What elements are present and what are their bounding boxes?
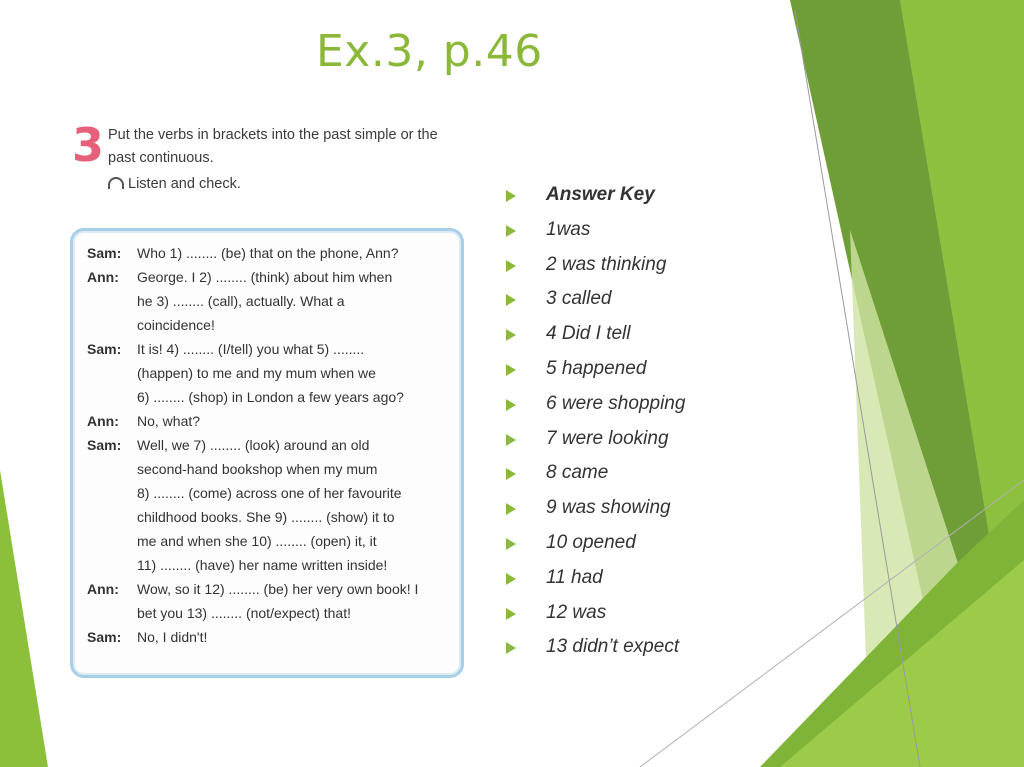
answer-text: 6 were shopping bbox=[546, 392, 686, 414]
speaker: Sam: bbox=[87, 341, 122, 357]
dialogue-text: he 3) ........ (call), actually. What a bbox=[137, 293, 345, 309]
answer-text: 8 came bbox=[546, 462, 609, 484]
dialogue-text: No, what? bbox=[137, 413, 201, 429]
answer-item bbox=[506, 424, 685, 459]
answer-text: 13 didn’t expect bbox=[546, 636, 680, 658]
answer-text: 11 had bbox=[546, 566, 603, 588]
dialogue-text: me and when she 10) ........ (open) it, it bbox=[137, 533, 377, 549]
dialogue-text: Well, we 7) ........ (look) around an old bbox=[137, 437, 370, 453]
speaker: Ann: bbox=[87, 269, 119, 285]
dialogue-text: 8) ........ (come) across one of her favourite bbox=[137, 485, 402, 501]
triangle-bullet-icon bbox=[506, 260, 516, 272]
answer-text: 9 was showing bbox=[546, 497, 671, 519]
triangle-bullet-icon bbox=[506, 399, 516, 411]
answer-text: 2 was thinking bbox=[546, 253, 667, 275]
answer-item bbox=[506, 284, 685, 319]
dialogue-text: 11) ........ (have) her name written inside! bbox=[137, 557, 388, 573]
speaker: Ann: bbox=[87, 581, 119, 597]
answer-key-header bbox=[506, 180, 685, 215]
dialogue-text: Wow, so it 12) ........ (be) her very own book! I bbox=[137, 581, 419, 597]
answer-key-list bbox=[506, 180, 685, 667]
answer-item bbox=[506, 598, 685, 633]
answer-text: 5 happened bbox=[546, 357, 647, 379]
triangle-bullet-icon bbox=[506, 573, 516, 585]
answer-item bbox=[506, 458, 685, 493]
triangle-bullet-icon bbox=[506, 225, 516, 237]
triangle-bullet-icon bbox=[506, 642, 516, 654]
slide-title: Ex.3, p.46 bbox=[316, 26, 543, 77]
triangle-bullet-icon bbox=[506, 503, 516, 515]
answer-text: 1was bbox=[546, 218, 591, 240]
triangle-bullet-icon bbox=[506, 608, 516, 620]
answer-item bbox=[506, 250, 685, 285]
dialogue-text: Who 1) ........ (be) that on the phone, Ann? bbox=[137, 245, 399, 261]
triangle-bullet-icon bbox=[506, 329, 516, 341]
answer-key-title: Answer Key bbox=[546, 184, 655, 205]
triangle-bullet-icon bbox=[506, 538, 516, 550]
answer-text: 4 Did I tell bbox=[546, 323, 631, 345]
dialogue-text: (happen) to me and my mum when we bbox=[137, 365, 376, 381]
triangle-bullet-icon bbox=[506, 190, 516, 202]
listen-line bbox=[108, 176, 241, 192]
answer-item bbox=[506, 389, 685, 424]
speaker: Sam: bbox=[87, 629, 122, 645]
exercise-panel bbox=[68, 118, 468, 678]
answer-item bbox=[506, 319, 685, 354]
green-shape-left bbox=[0, 470, 48, 767]
answer-text: 3 called bbox=[546, 288, 612, 310]
dialogue-text: 6) ........ (shop) in London a few years ago? bbox=[137, 389, 404, 405]
dialogue-text: No, I didn't! bbox=[137, 629, 208, 645]
exercise-number: 3 bbox=[72, 118, 105, 172]
dialogue-text: second-hand bookshop when my mum bbox=[137, 461, 378, 477]
dialogue-box bbox=[70, 228, 464, 678]
answer-item bbox=[506, 215, 685, 250]
exercise-instruction: Put the verbs in brackets into the past simple or the past continuous. bbox=[108, 127, 438, 166]
dialogue-text: childhood books. She 9) ........ (show) it to bbox=[137, 509, 395, 525]
speaker: Sam: bbox=[87, 245, 122, 261]
dialogue-text: George. I 2) ........ (think) about him when bbox=[137, 269, 393, 285]
answer-item bbox=[506, 563, 685, 598]
dialogue-text: coincidence! bbox=[137, 317, 215, 333]
triangle-bullet-icon bbox=[506, 434, 516, 446]
triangle-bullet-icon bbox=[506, 364, 516, 376]
dialogue-text: It is! 4) ........ (I/tell) you what 5) ........ bbox=[137, 341, 365, 357]
speaker: Ann: bbox=[87, 413, 119, 429]
answer-text: 7 were looking bbox=[546, 427, 669, 449]
answer-item bbox=[506, 632, 685, 667]
speaker: Sam: bbox=[87, 437, 122, 453]
triangle-bullet-icon bbox=[506, 294, 516, 306]
answer-item bbox=[506, 528, 685, 563]
answer-text: 12 was bbox=[546, 601, 607, 623]
answer-text: 10 opened bbox=[546, 531, 636, 553]
dialogue-text: bet you 13) ........ (not/expect) that! bbox=[137, 605, 351, 621]
listen-text: Listen and check. bbox=[128, 176, 241, 192]
answer-item bbox=[506, 493, 685, 528]
triangle-bullet-icon bbox=[506, 468, 516, 480]
headphones-icon bbox=[108, 177, 124, 189]
answer-item bbox=[506, 354, 685, 389]
